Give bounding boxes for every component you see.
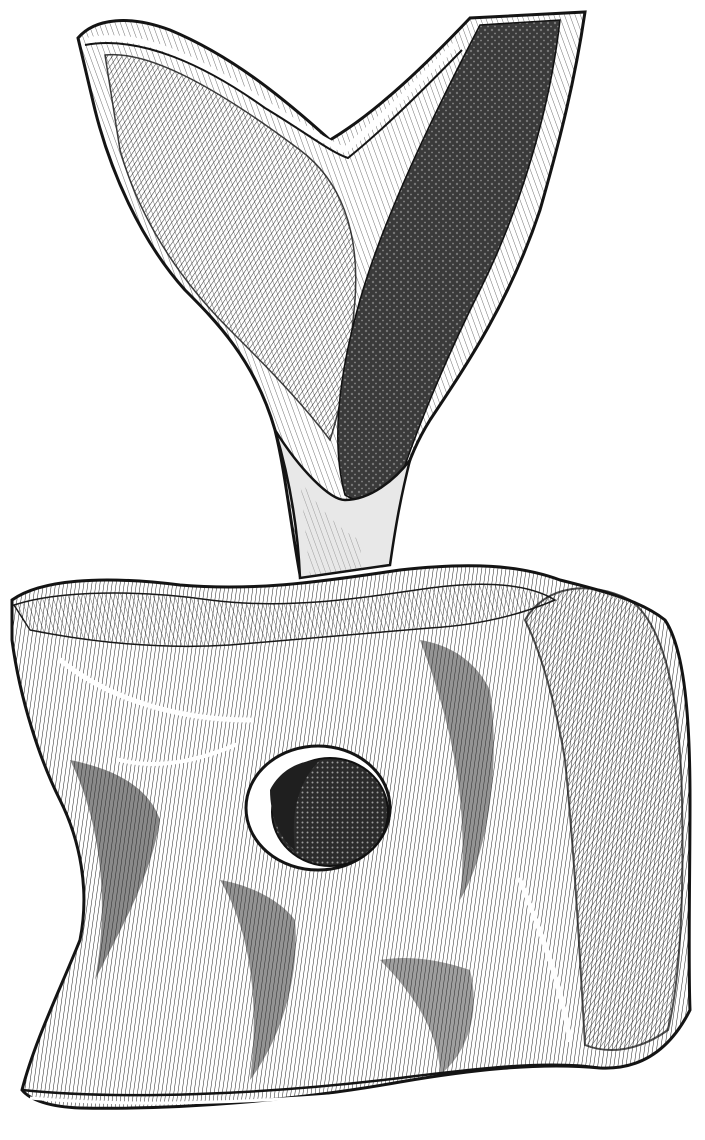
left-fibrous-wing bbox=[105, 55, 356, 440]
central-orifice bbox=[246, 746, 390, 870]
upper-funnel-structure bbox=[78, 12, 585, 578]
